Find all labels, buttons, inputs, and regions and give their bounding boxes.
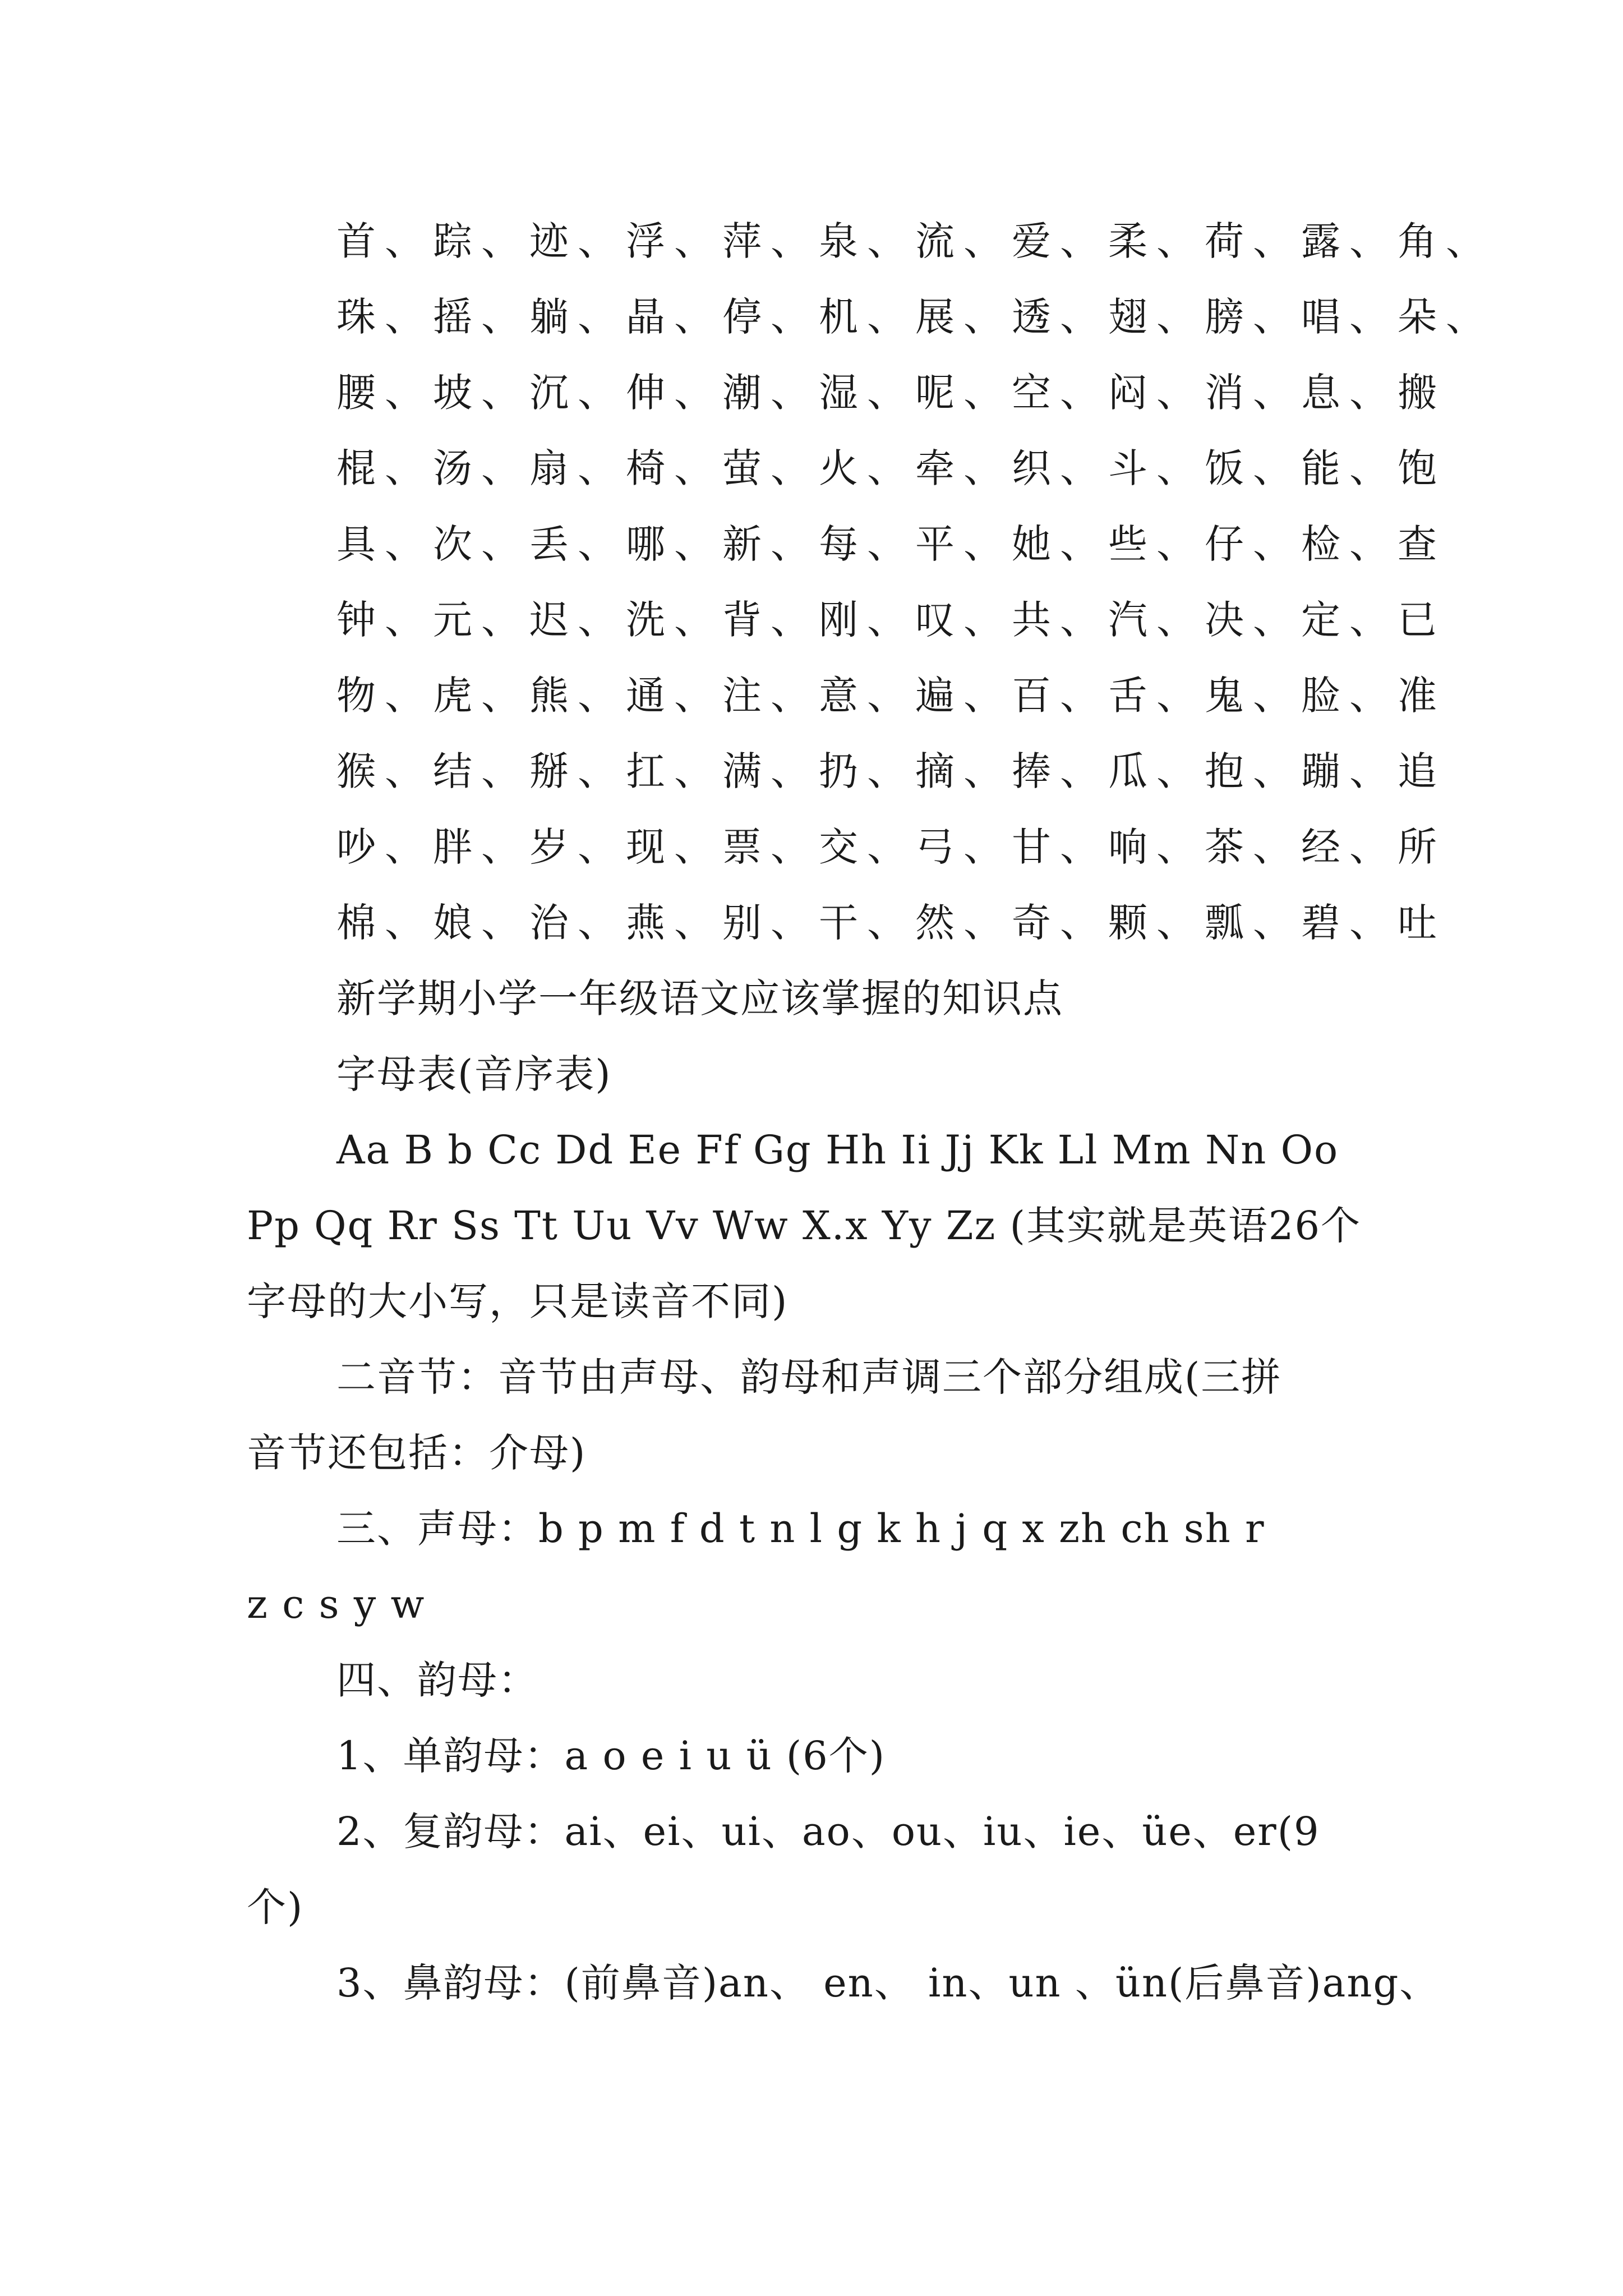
character-list-line: 猴、结、掰、扛、满、扔、摘、捧、瓜、抱、蹦、追 [336, 748, 1446, 794]
finals-compound-line: 个) [247, 1884, 304, 1930]
finals-single-line: 1、单韵母：a o e i u ü (6个) [336, 1733, 886, 1779]
initials-line: 三、声母：b p m f d t n l g k h j q x zh ch sh r [336, 1506, 1265, 1552]
character-list-line: 钟、元、迟、洗、背、刚、叹、共、汽、决、定、已 [336, 597, 1446, 643]
section-title: 新学期小学一年级语文应该掌握的知识点 [336, 976, 1063, 1022]
alphabet-text-line: Pp Qq Rr Ss Tt Uu Vv Ww X.x Yy Zz (其实就是英语26个 [247, 1203, 1361, 1249]
syllable-paragraph-line: 音节还包括：介母) [247, 1430, 587, 1476]
alphabet-text-line: Aa B b Cc Dd Ee Ff Gg Hh Ii Jj Kk Ll Mm Nn Oo [336, 1127, 1339, 1173]
finals-heading: 四、韵母： [336, 1657, 538, 1703]
character-list-line: 棉、娘、治、燕、别、干、然、奇、颗、瓢、碧、吐 [336, 900, 1446, 946]
alphabet-heading: 字母表(音序表) [336, 1051, 612, 1097]
alphabet-text-line: 字母的大小写，只是读音不同) [247, 1278, 789, 1324]
syllable-paragraph-line: 二音节：音节由声母、韵母和声调三个部分组成(三拼 [336, 1354, 1282, 1400]
character-list-line: 首、踪、迹、浮、萍、泉、流、爱、柔、荷、露、角、 [336, 218, 1494, 264]
character-list-line: 棍、汤、扇、椅、萤、火、牵、织、斗、饭、能、饱 [336, 445, 1446, 491]
character-list-line: 具、次、丢、哪、新、每、平、她、些、仔、检、查 [336, 521, 1446, 567]
finals-nasal-line: 3、鼻韵母：(前鼻音)an、 en、 in、un 、ün(后鼻音)ang、 [336, 1960, 1440, 2006]
character-list-line: 吵、胖、岁、现、票、交、弓、甘、响、茶、经、所 [336, 824, 1446, 870]
character-list-line: 腰、坡、沉、伸、潮、湿、呢、空、闷、消、息、搬 [336, 370, 1446, 416]
character-list-line: 物、虎、熊、通、注、意、遍、百、舌、鬼、脸、准 [336, 673, 1446, 719]
character-list-line: 珠、摇、躺、晶、停、机、展、透、翅、膀、唱、朵、 [336, 294, 1494, 340]
initials-line: z c s y w [247, 1581, 426, 1627]
finals-compound-line: 2、复韵母：ai、ei、ui、ao、ou、iu、ie、üe、er(9 [336, 1809, 1320, 1855]
